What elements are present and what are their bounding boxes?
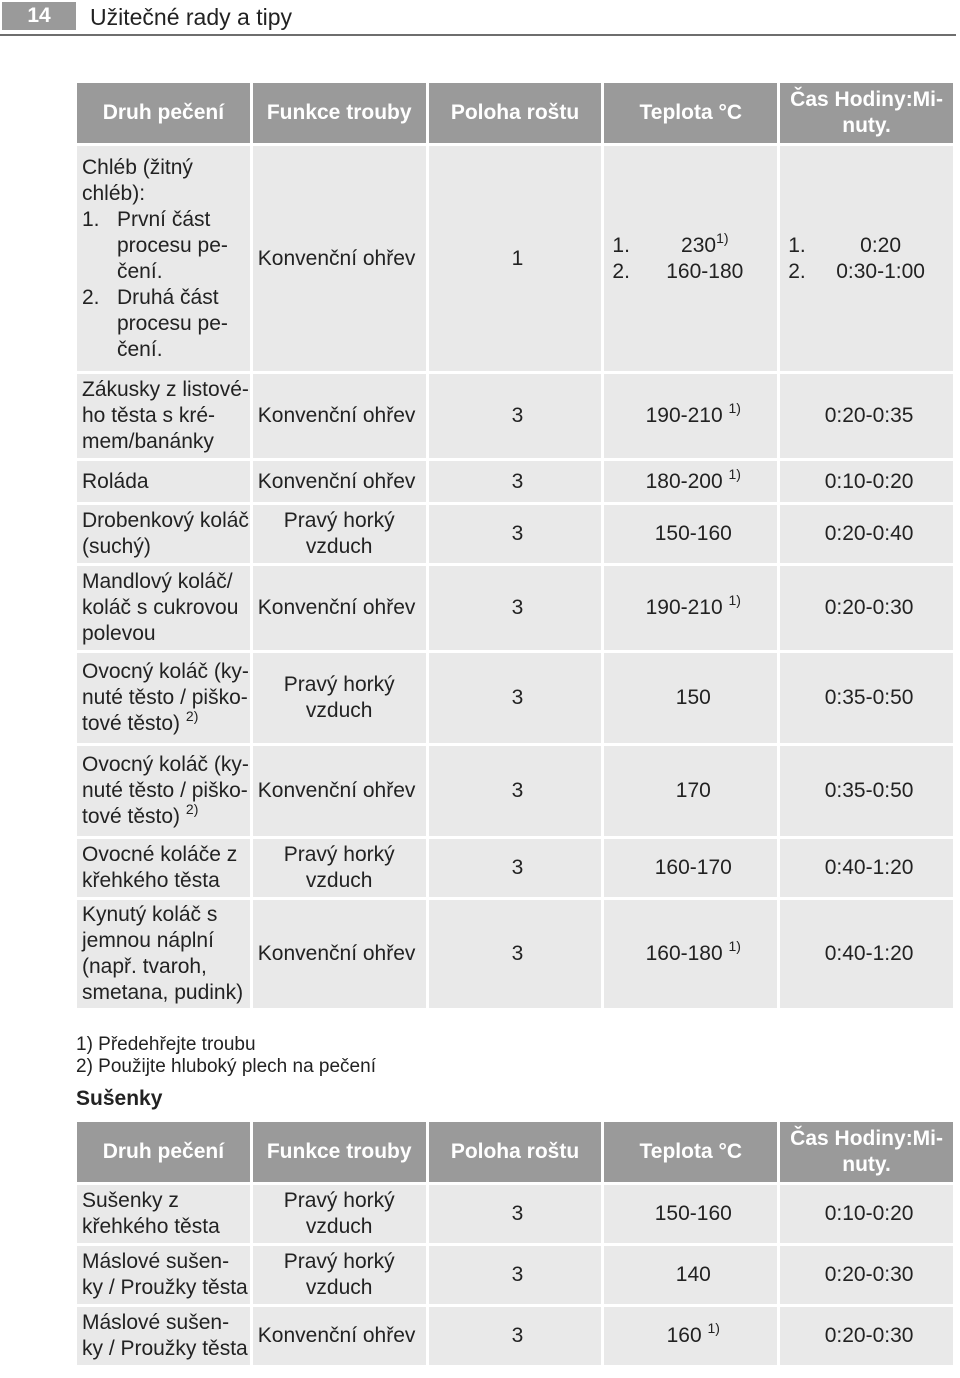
oven-function: Pravý horký vzduch [253, 1246, 426, 1304]
rack-position: 3 [429, 1185, 602, 1243]
time-number: 1. [788, 233, 806, 257]
time-line [780, 233, 953, 259]
rack-position: 3 [429, 1307, 602, 1365]
cookie-name: Máslové sušen-ky / Proužky těsta [77, 1307, 250, 1365]
bread-cell [77, 146, 250, 371]
table-header-row [77, 1122, 953, 1182]
oven-function: Pravý horký vzduch [253, 839, 426, 897]
temperature-cell [604, 146, 777, 371]
list-item [82, 285, 250, 363]
rack-position: 3 [429, 900, 602, 1008]
time: 0:40-1:20 [780, 839, 953, 897]
rack-position: 3 [429, 839, 602, 897]
col-header-funkce: Funkce trouby [253, 1122, 426, 1182]
step-text: První část procesu pe-čení. [117, 207, 228, 283]
temperature [604, 746, 777, 836]
temp-line [604, 259, 777, 285]
temp-value: 170 [675, 779, 711, 802]
cookies-table [74, 1119, 956, 1368]
cake-name: Kynutý koláč s jemnou náplní (např. tvaroh, smetana, pudink) [77, 900, 250, 1008]
cake-name: Zákusky z listové-ho těsta s kré-mem/banánky [77, 374, 250, 458]
time: 0:40-1:20 [780, 900, 953, 1008]
table-row [77, 505, 953, 563]
temp-value: 160-180 [645, 942, 723, 965]
time-line [780, 259, 953, 285]
temperature [604, 461, 777, 502]
time-cell [780, 146, 953, 371]
temp-value: 160-170 [654, 856, 732, 879]
footnote-ref: 1) [728, 400, 741, 416]
table-header-row [77, 83, 953, 143]
footnote-ref: 2) [185, 708, 199, 724]
rack-position: 3 [429, 505, 602, 563]
footnotes [76, 1034, 376, 1078]
col-header-teplota: Teplota °C [604, 83, 777, 143]
temp-value: 180-200 [645, 469, 723, 493]
time: 0:35-0:50 [780, 653, 953, 743]
temp-value [642, 229, 767, 259]
col-header-cas: Čas Hodiny:Mi-nuty. [780, 1122, 953, 1182]
table-row [77, 900, 953, 1008]
oven-function: Pravý horký vzduch [253, 653, 426, 743]
col-header-teplota: Teplota °C [604, 1122, 777, 1182]
table-row [77, 746, 953, 836]
footnote-ref: 2) [185, 801, 199, 817]
section-title: Sušenky [76, 1087, 163, 1110]
oven-function: Konvenční ohřev [253, 746, 426, 836]
time: 0:20-0:40 [780, 505, 953, 563]
cookie-name: Sušenky z křehkého těsta [77, 1185, 250, 1243]
oven-function: Pravý horký vzduch [253, 505, 426, 563]
time-number: 2. [788, 259, 806, 283]
footnote-ref: 1) [728, 592, 741, 608]
table-row [77, 1185, 953, 1243]
rack-position: 1 [429, 146, 602, 371]
footnote-ref: 1) [707, 1320, 720, 1336]
temp-value: 160-180 [666, 259, 744, 283]
step-text: Druhá část procesu pe-čení. [117, 285, 228, 361]
cake-name: Roláda [77, 461, 250, 502]
list-item [82, 207, 250, 285]
temp-text: 230 [681, 233, 717, 257]
cake-name: Ovocný koláč (ky-nuté těsto / piško-tové těsto) [82, 753, 249, 828]
page-header [0, 0, 956, 36]
temp-line [604, 229, 777, 259]
temperature [604, 900, 777, 1008]
time: 0:10-0:20 [780, 461, 953, 502]
temperature [604, 1246, 777, 1304]
step-number: 1. [82, 207, 100, 231]
temperature [604, 1185, 777, 1243]
rack-position: 3 [429, 566, 602, 650]
table-row [77, 653, 953, 743]
table-row [77, 1246, 953, 1304]
footnote-ref: 1) [728, 465, 741, 482]
bread-name: Chléb (žitný chléb): [82, 155, 193, 205]
temperature [604, 374, 777, 458]
time: 0:20-0:35 [780, 374, 953, 458]
oven-function: Konvenční ohřev [253, 900, 426, 1008]
temp-value: 150-160 [654, 1202, 732, 1225]
rack-position: 3 [429, 746, 602, 836]
table-row [77, 146, 953, 371]
rack-position: 3 [429, 461, 602, 502]
oven-function: Konvenční ohřev [253, 374, 426, 458]
time: 0:35-0:50 [780, 746, 953, 836]
temp-number: 1. [612, 233, 630, 257]
rack-position: 3 [429, 1246, 602, 1304]
step-number: 2. [82, 285, 100, 309]
temp-value: 150-160 [654, 522, 732, 545]
col-header-poloha: Poloha roštu [429, 1122, 602, 1182]
page-number: 14 [2, 2, 76, 30]
oven-function: Konvenční ohřev [253, 146, 426, 371]
cake-name-cell [77, 746, 250, 836]
footnote: 1) Předehřejte troubu [76, 1034, 256, 1055]
footnote-ref: 1) [728, 938, 741, 954]
cake-name: Drobenkový koláč (suchý) [77, 505, 250, 563]
temp-value: 190-210 [645, 404, 723, 427]
oven-function: Konvenční ohřev [253, 461, 426, 502]
footnote: 2) Použijte hluboký plech na pečení [76, 1056, 376, 1077]
cookie-name: Máslové sušen-ky / Proužky těsta [77, 1246, 250, 1304]
time-value: 0:20 [860, 233, 902, 257]
temperature [604, 839, 777, 897]
oven-function: Pravý horký vzduch [253, 1185, 426, 1243]
temperature [604, 653, 777, 743]
footnote-ref: 1) [716, 229, 729, 246]
time: 0:20-0:30 [780, 1307, 953, 1365]
temp-number: 2. [612, 259, 630, 283]
temperature [604, 505, 777, 563]
rack-position: 3 [429, 653, 602, 743]
temp-value: 190-210 [645, 596, 723, 619]
cake-name: Ovocný koláč (ky-nuté těsto / piško-tové těsto) [82, 660, 249, 735]
table-row [77, 566, 953, 650]
oven-function: Konvenční ohřev [253, 1307, 426, 1365]
col-header-druh: Druh pečení [77, 83, 250, 143]
rack-position: 3 [429, 374, 602, 458]
temperature [604, 1307, 777, 1365]
table-row [77, 1307, 953, 1365]
table-row [77, 374, 953, 458]
time: 0:20-0:30 [780, 1246, 953, 1304]
time: 0:20-0:30 [780, 566, 953, 650]
cake-name: Mandlový koláč/ koláč s cukrovou polevou [77, 566, 250, 650]
page-title: Užitečné rady a tipy [90, 4, 292, 30]
temp-value: 150 [675, 686, 711, 709]
time: 0:10-0:20 [780, 1185, 953, 1243]
baking-table [74, 80, 956, 1011]
table-row [77, 461, 953, 502]
temp-value: 140 [675, 1263, 711, 1286]
table-row [77, 839, 953, 897]
col-header-funkce: Funkce trouby [253, 83, 426, 143]
oven-function: Konvenční ohřev [253, 566, 426, 650]
bread-steps [82, 207, 250, 363]
temperature [604, 566, 777, 650]
cake-name-cell [77, 653, 250, 743]
cake-name: Ovocné koláče z křehkého těsta [77, 839, 250, 897]
col-header-cas: Čas Hodiny:Mi-nuty. [780, 83, 953, 143]
time-value: 0:30-1:00 [836, 259, 925, 283]
temp-value: 160 [666, 1324, 702, 1347]
col-header-druh: Druh pečení [77, 1122, 250, 1182]
col-header-poloha: Poloha roštu [429, 83, 602, 143]
